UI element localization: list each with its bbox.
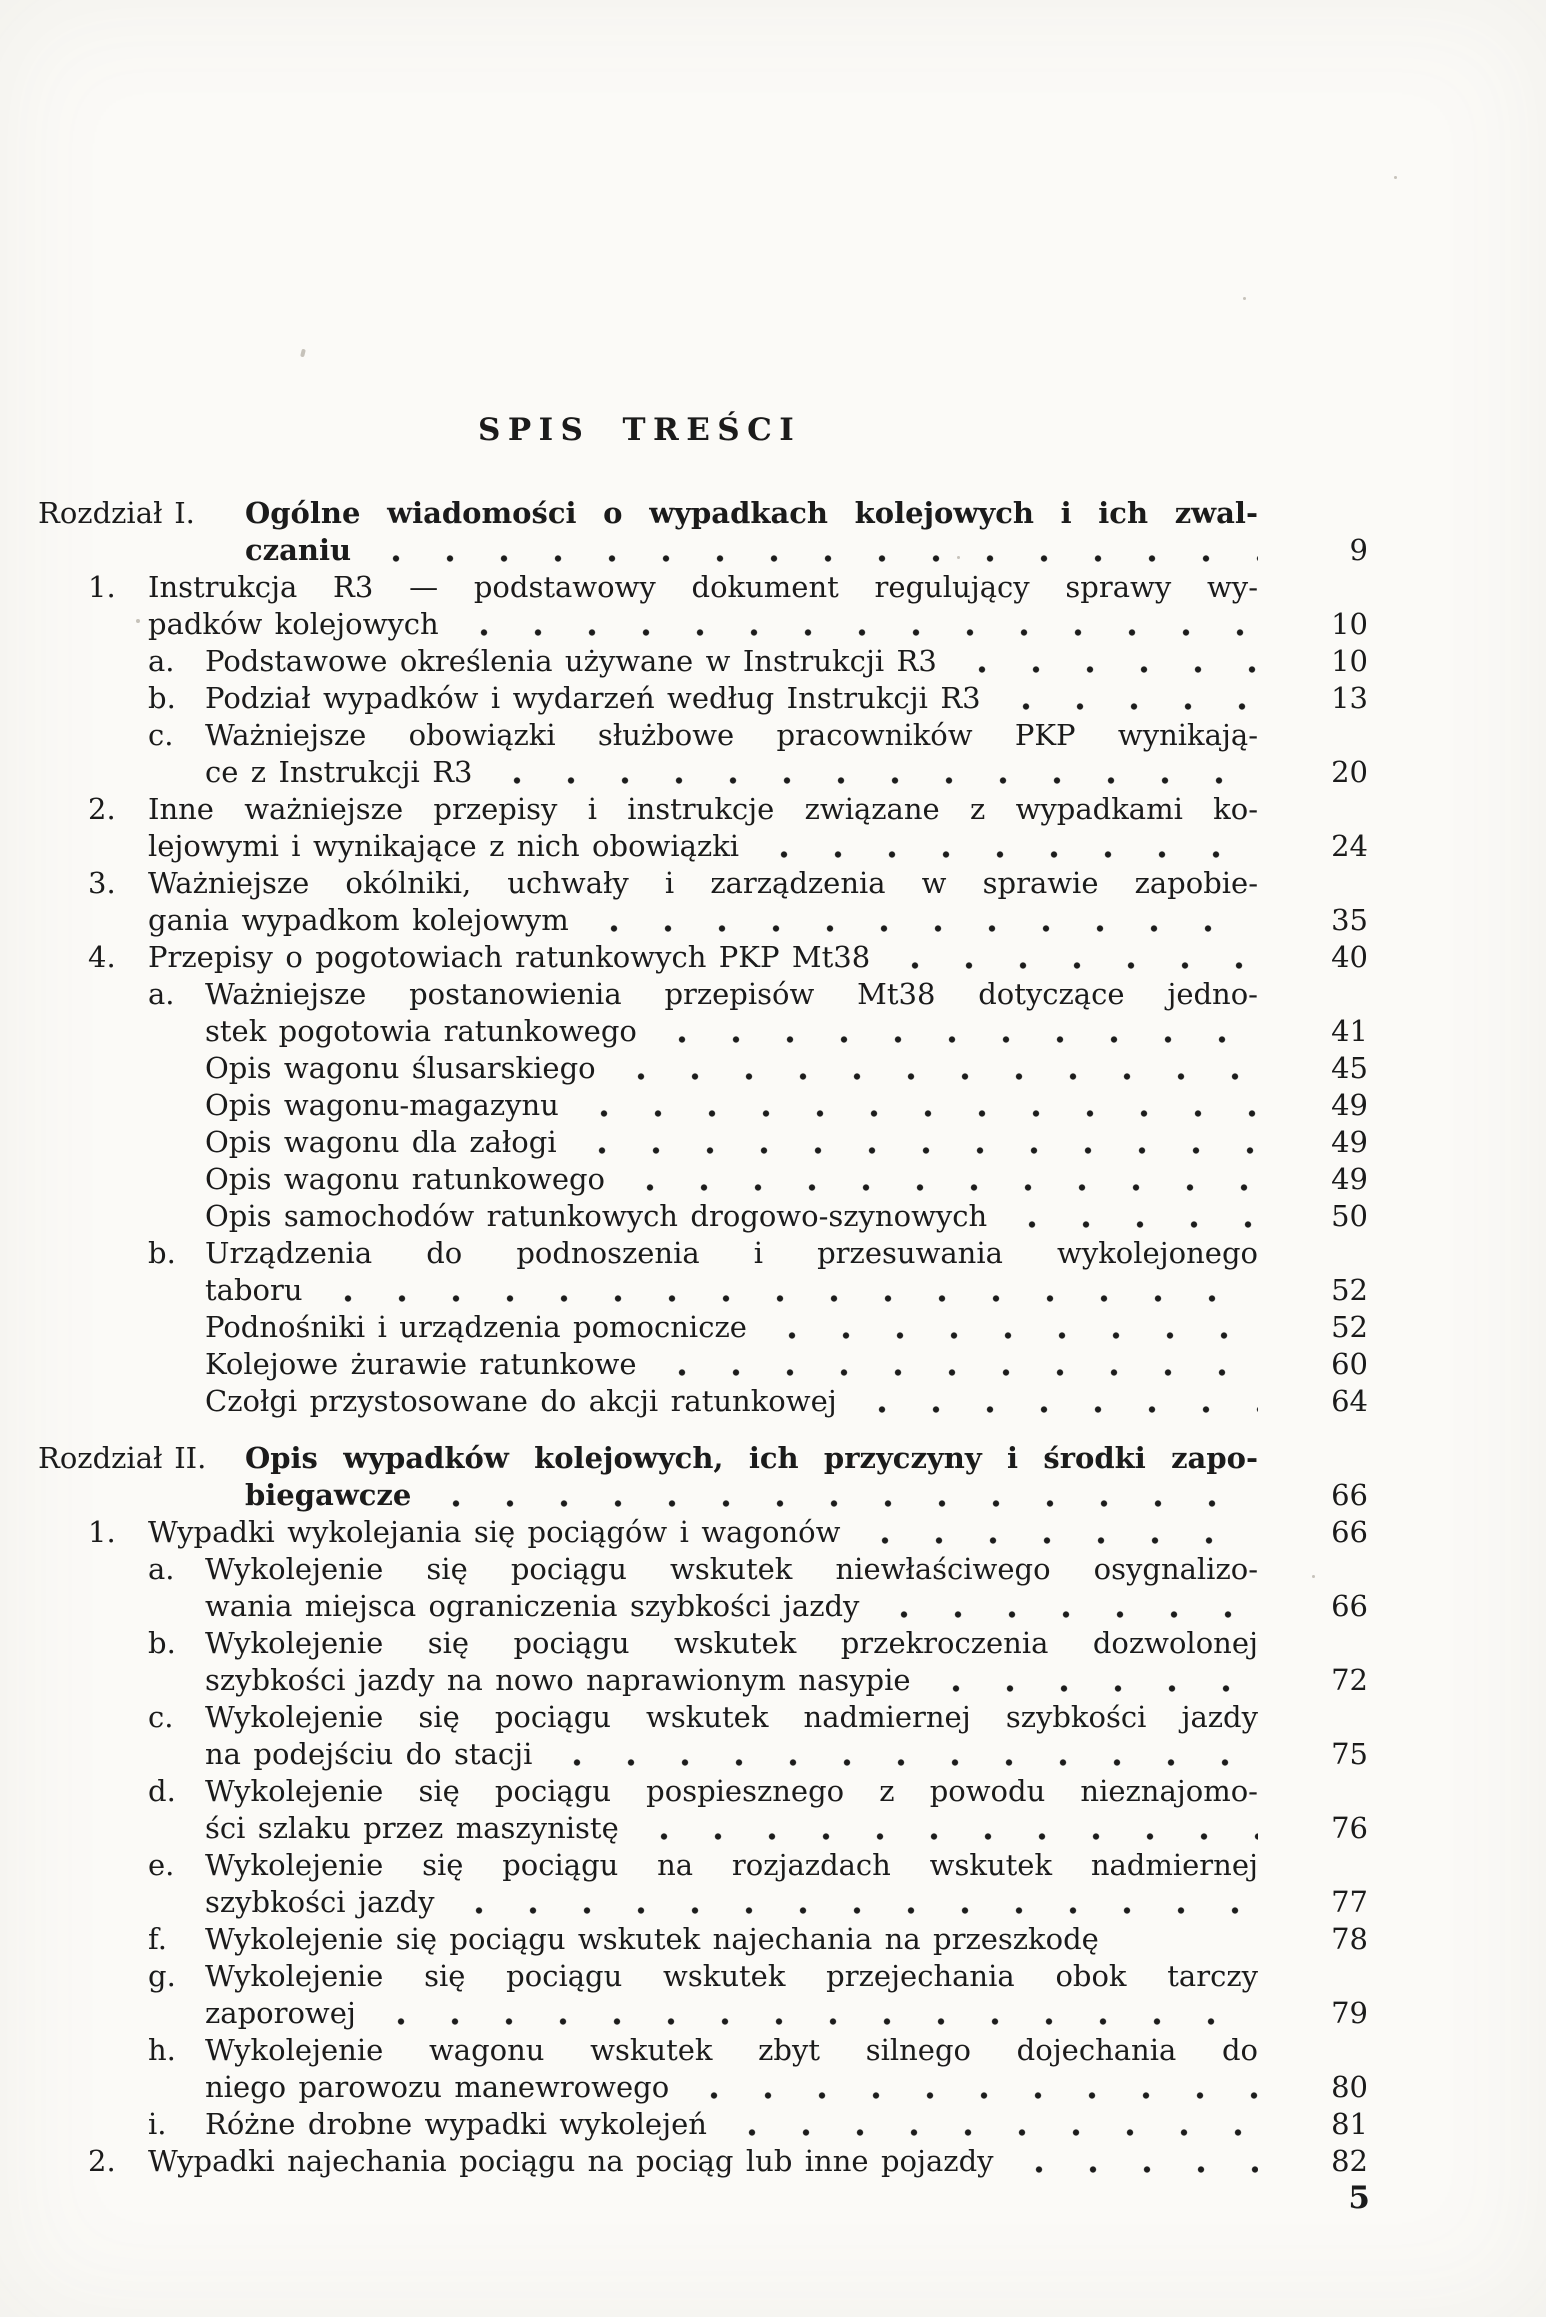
toc-line <box>148 1958 1368 1995</box>
toc-entry <box>38 1198 1368 1235</box>
entry-label: e. <box>148 1848 175 1882</box>
entry-text: niego parowozu manewrowego <box>205 2070 670 2104</box>
toc-line <box>148 1625 1368 1662</box>
entry-text: Opis wypadków kolejowych, ich przyczyny i środki zapo- <box>245 1441 1258 1475</box>
toc-entry <box>38 2032 1368 2106</box>
page-title: SPIS TREŚCI <box>478 412 802 448</box>
entry-label: b. <box>148 1626 176 1660</box>
toc-entry <box>38 939 1368 976</box>
toc-entry <box>38 1383 1368 1420</box>
toc-line <box>38 1440 1368 1477</box>
paper-speck <box>136 619 140 623</box>
dot-leader <box>614 1073 1258 1080</box>
page-number: 75 <box>1331 1737 1368 1771</box>
dot-leader <box>577 1110 1258 1117</box>
toc-line <box>205 1124 1368 1161</box>
dot-leader <box>637 1833 1258 1840</box>
entry-label: a. <box>148 644 175 678</box>
page-number: 64 <box>1331 1384 1368 1418</box>
toc-line <box>148 2106 1368 2143</box>
dot-leader <box>550 1759 1258 1766</box>
toc-line <box>148 1921 1368 1958</box>
toc-entry <box>38 1958 1368 2032</box>
toc-line <box>148 643 1368 680</box>
page-number: 9 <box>1349 533 1368 567</box>
dot-leader <box>757 851 1258 858</box>
dot-leader <box>457 629 1258 636</box>
dot-leader <box>490 777 1258 784</box>
paper-speck <box>1243 297 1246 300</box>
toc-entry <box>38 1440 1368 1514</box>
entry-text: na podejściu do stacji <box>205 1737 533 1771</box>
page-number: 78 <box>1331 1922 1368 1956</box>
entry-label: 1. <box>88 1515 116 1549</box>
dot-leader <box>929 1685 1258 1692</box>
toc-line <box>205 1736 1368 1773</box>
toc-entry <box>38 1773 1368 1847</box>
dot-leader <box>587 925 1258 932</box>
page-number: 49 <box>1331 1088 1368 1122</box>
entry-label: i. <box>148 2107 167 2141</box>
toc-entry <box>38 1235 1368 1309</box>
page-number: 20 <box>1331 755 1368 789</box>
dot-leader <box>687 2092 1258 2099</box>
toc-line <box>245 1477 1368 1514</box>
toc-entry <box>38 1699 1368 1773</box>
dot-leader <box>1005 1221 1258 1228</box>
paper-speck <box>1312 1575 1315 1578</box>
entry-text: Ważniejsze obowiązki służbowe pracowników PKP wynikają- <box>205 718 1258 752</box>
toc-line <box>148 1699 1368 1736</box>
dot-leader <box>374 2018 1258 2025</box>
toc-line <box>205 1050 1368 1087</box>
toc-entry <box>38 643 1368 680</box>
toc-line <box>88 1514 1368 1551</box>
entry-text: Opis wagonu ślusarskiego <box>205 1051 596 1085</box>
entry-label: g. <box>148 1959 176 1993</box>
dot-leader <box>655 1369 1258 1376</box>
toc-line <box>88 865 1368 902</box>
toc-entry <box>38 569 1368 643</box>
dot-leader <box>855 1406 1258 1413</box>
toc-line <box>205 1884 1368 1921</box>
page-number: 24 <box>1331 829 1368 863</box>
toc-entry <box>38 2143 1368 2180</box>
toc-list <box>38 495 1368 2180</box>
entry-label: Rozdział I. <box>38 496 195 530</box>
page-number: 66 <box>1331 1589 1368 1623</box>
toc-line <box>205 2069 1368 2106</box>
page-number: 52 <box>1331 1310 1368 1344</box>
toc-entry <box>38 1309 1368 1346</box>
paper-speck <box>300 349 306 358</box>
toc-line <box>205 1198 1368 1235</box>
entry-text: padków kolejowych <box>148 607 439 641</box>
dot-leader <box>623 1184 1258 1191</box>
entry-label: 3. <box>88 866 116 900</box>
toc-entry <box>38 1050 1368 1087</box>
entry-text: Wykolejenie się pociągu wskutek przekroczenia dozwolonej <box>205 1626 1258 1660</box>
entry-text: Kolejowe żurawie ratunkowe <box>205 1347 637 1381</box>
dot-leader <box>1012 2166 1258 2173</box>
toc-line <box>245 532 1368 569</box>
toc-entry <box>38 1087 1368 1124</box>
entry-text: ści szlaku przez maszynistę <box>205 1811 619 1845</box>
entry-text: Urządzenia do podnoszenia i przesuwania wykolejonego <box>205 1236 1258 1270</box>
toc-entry <box>38 1124 1368 1161</box>
page-number: 40 <box>1331 940 1368 974</box>
toc-line <box>205 1013 1368 1050</box>
entry-label: 4. <box>88 940 116 974</box>
entry-text: zaporowej <box>205 1996 356 2030</box>
paper-speck <box>957 556 960 559</box>
entry-label: b. <box>148 681 176 715</box>
entry-label: d. <box>148 1774 176 1808</box>
entry-label: a. <box>148 1552 175 1586</box>
page-number: 77 <box>1331 1885 1368 1919</box>
entry-text: Czołgi przystosowane do akcji ratunkowej <box>205 1384 837 1418</box>
entry-text: Wykolejenie się pociągu pospiesznego z powodu nieznajomo- <box>205 1774 1258 1808</box>
entry-text: Ogólne wiadomości o wypadkach kolejowych i ich zwal- <box>245 496 1258 530</box>
page-number: 79 <box>1331 1996 1368 2030</box>
page-number: 10 <box>1331 607 1368 641</box>
toc-line <box>148 606 1368 643</box>
entry-label: c. <box>148 1700 174 1734</box>
entry-text: Wykolejenie się pociągu wskutek najechania na przeszkodę <box>205 1922 1099 1956</box>
toc-line <box>148 1773 1368 1810</box>
page-number: 50 <box>1331 1199 1368 1233</box>
toc-line <box>148 1235 1368 1272</box>
entry-label: 2. <box>88 792 116 826</box>
entry-text: Wypadki wykolejania się pociągów i wagonów <box>148 1515 841 1549</box>
toc-entry <box>38 791 1368 865</box>
toc-line <box>88 939 1368 976</box>
entry-text: szybkości jazdy <box>205 1885 435 1919</box>
toc-entry <box>38 1625 1368 1699</box>
page-number: 49 <box>1331 1125 1368 1159</box>
toc-line <box>148 680 1368 717</box>
entry-text: biegawcze <box>245 1478 412 1512</box>
entry-text: Przepisy o pogotowiach ratunkowych PKP Mt38 <box>148 940 871 974</box>
dot-leader <box>452 1907 1258 1914</box>
toc-entry <box>38 495 1368 569</box>
toc-line <box>205 1588 1368 1625</box>
toc-entry <box>38 1847 1368 1921</box>
entry-text: Opis samochodów ratunkowych drogowo-szynowych <box>205 1199 988 1233</box>
toc-line <box>88 2143 1368 2180</box>
toc-line <box>205 1309 1368 1346</box>
toc-line <box>148 828 1368 865</box>
toc-entry <box>38 717 1368 791</box>
entry-text: Opis wagonu ratunkowego <box>205 1162 606 1196</box>
toc-entry <box>38 865 1368 939</box>
toc-line <box>205 1383 1368 1420</box>
entry-text: Wykolejenie wagonu wskutek zbyt silnego dojechania do <box>205 2033 1258 2067</box>
dot-leader <box>429 1500 1258 1507</box>
toc-line <box>205 1995 1368 2032</box>
toc-entry <box>38 680 1368 717</box>
entry-label: b. <box>148 1236 176 1270</box>
entry-text: Wykolejenie się pociągu wskutek przejechania obok tarczy <box>205 1959 1258 1993</box>
entry-label: f. <box>148 1922 167 1956</box>
toc-line <box>205 1161 1368 1198</box>
entry-text: Podnośniki i urządzenia pomocnicze <box>205 1310 747 1344</box>
toc-line <box>205 1662 1368 1699</box>
toc-line <box>148 1551 1368 1588</box>
toc-line <box>88 791 1368 828</box>
dot-leader <box>955 666 1258 673</box>
dot-leader <box>999 703 1258 710</box>
toc-line <box>148 902 1368 939</box>
dot-leader <box>575 1147 1258 1154</box>
entry-text: szybkości jazdy na nowo naprawionym nasypie <box>205 1663 911 1697</box>
toc-line <box>205 1810 1368 1847</box>
toc-entry <box>38 976 1368 1050</box>
page-number: 13 <box>1331 681 1368 715</box>
dot-leader <box>369 555 1258 562</box>
toc-entry <box>38 1514 1368 1551</box>
entry-label: 1. <box>88 570 116 604</box>
page-number: 60 <box>1331 1347 1368 1381</box>
entry-text: Opis wagonu dla załogi <box>205 1125 557 1159</box>
folio-page-number: 5 <box>1348 2180 1370 2216</box>
entry-text: lejowymi i wynikające z nich obowiązki <box>148 829 740 863</box>
toc-line <box>205 754 1368 791</box>
page-number: 41 <box>1331 1014 1368 1048</box>
entry-text: czaniu <box>245 533 352 567</box>
entry-text: wania miejsca ograniczenia szybkości jazdy <box>205 1589 860 1623</box>
entry-text: Różne drobne wypadki wykolejeń <box>205 2107 707 2141</box>
toc-line <box>148 717 1368 754</box>
paper-speck <box>1394 176 1397 179</box>
entry-text: Wypadki najechania pociągu na pociąg lub inne pojazdy <box>148 2144 994 2178</box>
page-number: 81 <box>1331 2107 1368 2141</box>
entry-text: stek pogotowia ratunkowego <box>205 1014 637 1048</box>
dot-leader <box>725 2129 1258 2136</box>
page-number: 52 <box>1331 1273 1368 1307</box>
dot-leader <box>877 1611 1258 1618</box>
page-number: 72 <box>1331 1663 1368 1697</box>
page-number: 80 <box>1331 2070 1368 2104</box>
entry-text: taboru <box>205 1273 303 1307</box>
entry-text: Podział wypadków i wydarzeń według Instrukcji R3 <box>205 681 981 715</box>
page-number: 49 <box>1331 1162 1368 1196</box>
page-number: 45 <box>1331 1051 1368 1085</box>
entry-text: Podstawowe określenia używane w Instrukcji R3 <box>205 644 937 678</box>
dot-leader <box>321 1295 1258 1302</box>
entry-text: Instrukcja R3 — podstawowy dokument regulujący sprawy wy- <box>148 570 1258 604</box>
toc-entry <box>38 1346 1368 1383</box>
page-number: 35 <box>1331 903 1368 937</box>
toc-line <box>148 2032 1368 2069</box>
toc-line <box>148 976 1368 1013</box>
toc-entry <box>38 1551 1368 1625</box>
entry-text: gania wypadkom kolejowym <box>148 903 569 937</box>
toc-line <box>88 569 1368 606</box>
entry-text: Ważniejsze postanowienia przepisów Mt38 dotyczące jedno- <box>205 977 1258 1011</box>
toc-line <box>148 1847 1368 1884</box>
page-number: 66 <box>1331 1478 1368 1512</box>
page-number: 66 <box>1331 1515 1368 1549</box>
toc-line <box>205 1272 1368 1309</box>
entry-label: h. <box>148 2033 176 2067</box>
toc-entry <box>38 2106 1368 2143</box>
entry-text: Wykolejenie się pociągu wskutek niewłaściwego osygnalizo- <box>205 1552 1258 1586</box>
toc-line <box>38 495 1368 532</box>
page-number: 82 <box>1331 2144 1368 2178</box>
toc-line <box>205 1346 1368 1383</box>
toc-entry <box>38 1921 1368 1958</box>
dot-leader <box>888 962 1258 969</box>
entry-label: 2. <box>88 2144 116 2178</box>
toc-line <box>205 1087 1368 1124</box>
entry-text: Ważniejsze okólniki, uchwały i zarządzenia w sprawie zapobie- <box>148 866 1258 900</box>
dot-leader <box>858 1537 1258 1544</box>
entry-label: c. <box>148 718 174 752</box>
page-number: 10 <box>1331 644 1368 678</box>
page-number: 76 <box>1331 1811 1368 1845</box>
entry-text: Wykolejenie się pociągu wskutek nadmiernej szybkości jazdy <box>205 1700 1258 1734</box>
entry-label: a. <box>148 977 175 1011</box>
entry-text: ce z Instrukcji R3 <box>205 755 473 789</box>
dot-leader <box>655 1036 1258 1043</box>
dot-leader <box>1117 1944 1258 1951</box>
dot-leader <box>765 1332 1258 1339</box>
entry-text: Opis wagonu-magazynu <box>205 1088 559 1122</box>
entry-text: Wykolejenie się pociągu na rozjazdach wskutek nadmiernej <box>205 1848 1258 1882</box>
entry-text: Inne ważniejsze przepisy i instrukcje związane z wypadkami ko- <box>148 792 1258 826</box>
toc-entry <box>38 1161 1368 1198</box>
entry-label: Rozdział II. <box>38 1441 207 1475</box>
